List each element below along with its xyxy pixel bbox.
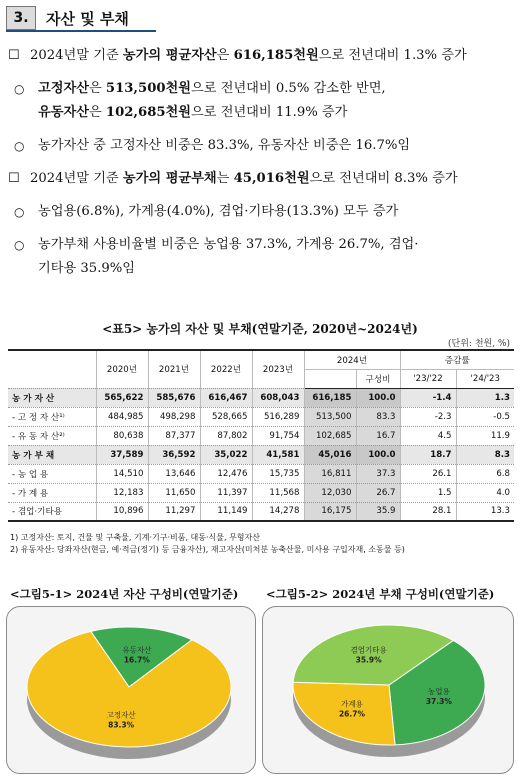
section-header — [6, 6, 156, 32]
table-cell: 26.1 — [400, 464, 456, 483]
bullet-line — [30, 44, 467, 68]
pie-slice-label: 농업용 — [427, 686, 450, 696]
table-row — [8, 445, 514, 464]
table-cell: 80,638 — [96, 426, 148, 445]
bullet-line — [38, 101, 386, 125]
table-cell: 4.0 — [456, 483, 514, 502]
row-label: - 가 계 용 — [8, 483, 96, 502]
bullet-line — [38, 200, 398, 224]
sub-bullet-item — [0, 77, 520, 125]
text-segment: 은 — [88, 105, 106, 120]
row-label: - 유 동 자 산²⁾ — [8, 426, 96, 445]
note-2: 2) 유동자산: 당좌자산(현금, 예·적금(정기) 등 금융자산), 재고자산(미처분 농축산물, 미사용 구입자재, 소동물 등) — [10, 545, 405, 554]
circle-bullet-icon: ○ — [14, 238, 25, 252]
text-segment: 102,685천원 — [105, 105, 192, 120]
table-cell: 16.7 — [356, 426, 400, 445]
bullet-line — [38, 134, 410, 158]
row-label: - 고 정 자 산¹⁾ — [8, 407, 96, 426]
header-composition: 구성비 — [356, 369, 400, 388]
sub-bullet-item — [0, 134, 520, 158]
text-segment: 으로 전년대비 0.5% 감소한 반면, — [191, 81, 386, 96]
header-change-sub: '24/'23 — [456, 369, 514, 388]
table-row — [8, 426, 514, 445]
section-title: 자산 및 부채 — [46, 9, 129, 28]
table-cell: 11,650 — [148, 483, 200, 502]
section-number: 3. — [6, 6, 36, 30]
text-segment: 2024년말 기준 — [30, 171, 123, 186]
text-segment: 513,500천원 — [105, 81, 192, 96]
table-cell: 87,802 — [200, 426, 252, 445]
square-bullet-icon: ☐ — [8, 171, 20, 186]
table-cell: 608,043 — [252, 388, 304, 407]
header-change-sub: '23/'22 — [400, 369, 456, 388]
table-cell: 102,685 — [304, 426, 356, 445]
pie-slice-label: 겸업기타용 — [350, 645, 387, 655]
table-cell: 12,030 — [304, 483, 356, 502]
table-cell: 11.9 — [456, 426, 514, 445]
figure-1-title: <그림5-1> 2024년 자산 구성비(연말기준) — [10, 587, 239, 601]
row-label: 농 가 부 채 — [8, 445, 96, 464]
text-segment: 는 — [216, 171, 234, 186]
table-cell: 100.0 — [356, 388, 400, 407]
row-label: - 농 업 용 — [8, 464, 96, 483]
table-cell: -2.3 — [400, 407, 456, 426]
table-cell: 6.8 — [456, 464, 514, 483]
table-cell: 13.3 — [456, 502, 514, 521]
table-cell: 37.3 — [356, 464, 400, 483]
table-row — [8, 388, 514, 407]
text-segment: 은 — [88, 81, 106, 96]
asset-debt-table — [8, 349, 514, 522]
note-1: 1) 고정자산: 토지, 건물 및 구축물, 기계·기구·비품, 대동·식물, 무형자산 — [10, 533, 260, 542]
text-segment: 유동자산 — [38, 105, 89, 120]
header-year: 2023년 — [252, 350, 304, 388]
text-segment: 농업용(6.8%), 가계용(4.0%), 겸업·기타용(13.3%) 모두 증가 — [38, 204, 399, 219]
table-row — [8, 483, 514, 502]
table-cell: 565,622 — [96, 388, 148, 407]
table-cell: 41,581 — [252, 445, 304, 464]
table-cell: 516,289 — [252, 407, 304, 426]
header-year: 2021년 — [148, 350, 200, 388]
table-cell: 4.5 — [400, 426, 456, 445]
pie-slice-value: 83.3% — [108, 720, 135, 730]
table-cell: 35,022 — [200, 445, 252, 464]
table-cell: 513,500 — [304, 407, 356, 426]
bullet-line — [38, 233, 419, 257]
circle-bullet-icon: ○ — [14, 82, 25, 96]
table-cell: 45,016 — [304, 445, 356, 464]
bullet-text — [30, 44, 467, 68]
text-segment: 616,185천원 — [233, 48, 319, 63]
text-segment: 으로 전년대비 11.9% 증가 — [191, 105, 348, 120]
figure-1-panel — [6, 606, 256, 774]
table-cell: 11,297 — [148, 502, 200, 521]
table-unit: (단위: 천원, %) — [448, 339, 510, 349]
table-row — [8, 502, 514, 521]
table-cell: 36,592 — [148, 445, 200, 464]
text-segment: 은 — [216, 48, 234, 63]
circle-bullet-icon: ○ — [14, 139, 25, 153]
table-cell: 83.3 — [356, 407, 400, 426]
bullet-text — [38, 134, 410, 158]
row-label: 농 가 자 산 — [8, 388, 96, 407]
text-segment: 고정자산 — [38, 81, 89, 96]
debt-pie-chart — [263, 607, 515, 775]
table-cell: 12,476 — [200, 464, 252, 483]
pie-slice-label: 고정자산 — [106, 710, 136, 720]
table-cell: 8.3 — [456, 445, 514, 464]
pie-slice-label: 가계용 — [341, 699, 363, 709]
table-cell: 498,298 — [148, 407, 200, 426]
bullet-text — [38, 233, 419, 281]
bullet-item — [0, 44, 520, 68]
figure-2-panel — [262, 606, 514, 774]
table-cell: 1.3 — [456, 388, 514, 407]
text-segment: 농가의 평균자산 — [122, 48, 217, 63]
table-cell: 14,278 — [252, 502, 304, 521]
asset-pie-chart — [7, 607, 257, 775]
text-segment: 농가의 평균부채 — [122, 171, 217, 186]
header-corner — [8, 350, 96, 388]
table-cell: 528,665 — [200, 407, 252, 426]
bullet-text — [30, 167, 458, 191]
table-cell: 11,397 — [200, 483, 252, 502]
text-segment: 농가부채 사용비율별 비중은 농업용 37.3%, 가계용 26.7%, 겸업· — [38, 237, 419, 252]
text-segment: 2024년말 기준 — [30, 48, 123, 63]
header-year: 2024년 — [304, 350, 400, 369]
pie-slice-value: 37.3% — [425, 696, 452, 706]
bullet-item — [0, 167, 520, 191]
square-bullet-icon: ☐ — [8, 48, 20, 63]
table-cell: 26.7 — [356, 483, 400, 502]
table-cell: 585,676 — [148, 388, 200, 407]
pie-slice-value: 26.7% — [338, 709, 365, 719]
summary-bullets — [0, 44, 520, 281]
table-cell: 87,377 — [148, 426, 200, 445]
text-segment: 농가자산 중 고정자산 비중은 83.3%, 유동자산 비중은 16.7%임 — [38, 138, 411, 153]
table-cell: 16,175 — [304, 502, 356, 521]
table-cell: 13,646 — [148, 464, 200, 483]
table-cell: 18.7 — [400, 445, 456, 464]
table-cell: 15,735 — [252, 464, 304, 483]
pie-slice-label: 유동자산 — [122, 645, 152, 655]
text-segment: 기타용 35.9%임 — [38, 261, 136, 276]
bullet-line — [30, 167, 458, 191]
table-cell: -1.4 — [400, 388, 456, 407]
text-segment: 45,016천원 — [233, 171, 310, 186]
table-row — [8, 464, 514, 483]
table-cell: 100.0 — [356, 445, 400, 464]
table-cell: 12,183 — [96, 483, 148, 502]
table-cell: -0.5 — [456, 407, 514, 426]
table-cell: 616,467 — [200, 388, 252, 407]
table-cell: 16,811 — [304, 464, 356, 483]
table-cell: 10,896 — [96, 502, 148, 521]
sub-bullet-item — [0, 233, 520, 281]
table-cell: 11,568 — [252, 483, 304, 502]
header-year-2024-value — [304, 369, 356, 388]
bullet-line — [38, 77, 386, 101]
bullet-text — [38, 77, 386, 125]
table-caption: <표5> 농가의 자산 및 부채(연말기준, 2020년~2024년) — [102, 322, 418, 336]
table-cell: 28.1 — [400, 502, 456, 521]
table-cell: 1.5 — [400, 483, 456, 502]
sub-bullet-item — [0, 200, 520, 224]
pie-slice-value: 16.7% — [123, 655, 150, 665]
text-segment: 으로 전년대비 8.3% 증가 — [309, 171, 458, 186]
table-row — [8, 407, 514, 426]
figure-2-title: <그림5-2> 2024년 부채 구성비(연말기준) — [266, 587, 495, 601]
bullet-line — [38, 257, 419, 281]
row-label: - 겸업·기타용 — [8, 502, 96, 521]
table-cell: 37,589 — [96, 445, 148, 464]
table-cell: 484,985 — [96, 407, 148, 426]
header-year: 2020년 — [96, 350, 148, 388]
pie-slice-value: 35.9% — [355, 655, 382, 665]
bullet-text — [38, 200, 398, 224]
table-cell: 35.9 — [356, 502, 400, 521]
table-notes — [10, 532, 405, 556]
table-cell: 91,754 — [252, 426, 304, 445]
header-change: 증감률 — [400, 350, 514, 369]
circle-bullet-icon: ○ — [14, 205, 25, 219]
table-cell: 616,185 — [304, 388, 356, 407]
text-segment: 으로 전년대비 1.3% 증가 — [318, 48, 467, 63]
header-year: 2022년 — [200, 350, 252, 388]
table-cell: 11,149 — [200, 502, 252, 521]
table-cell: 14,510 — [96, 464, 148, 483]
